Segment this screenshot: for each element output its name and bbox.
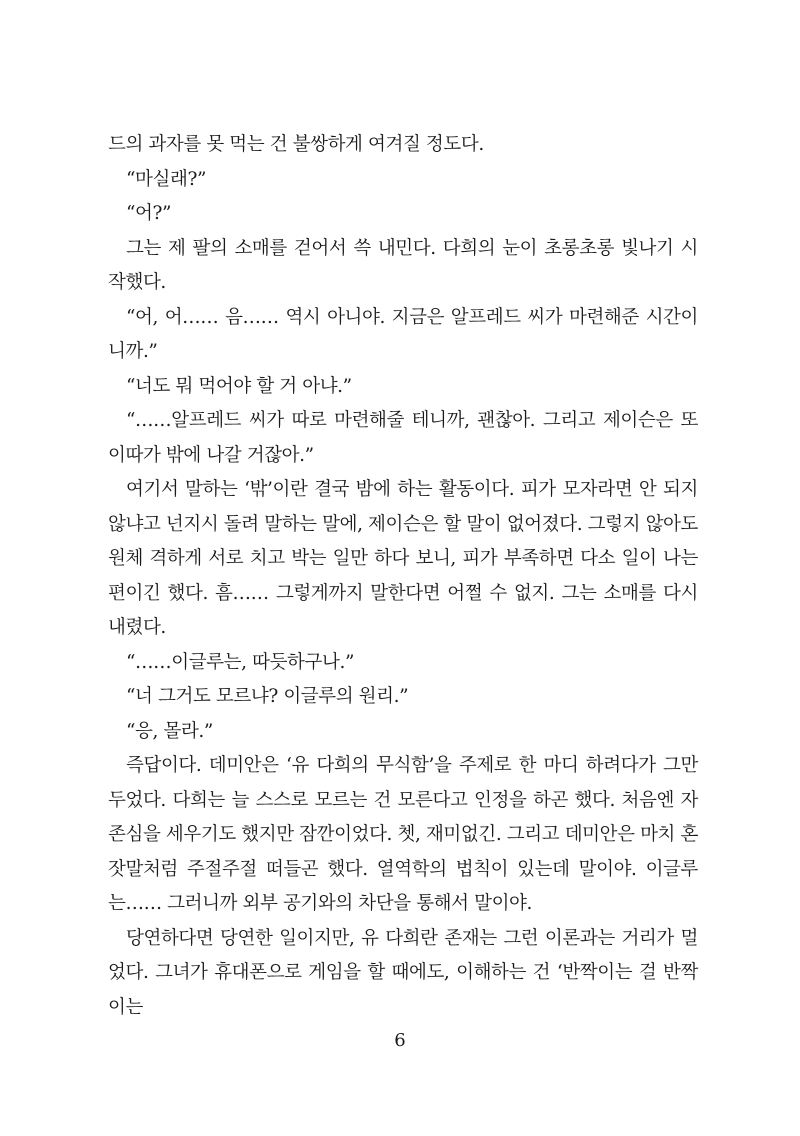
paragraph: “……이글루는, 따듯하구나.” bbox=[126, 651, 354, 673]
paragraph: “너 그거도 모르냐? 이글루의 원리.” bbox=[126, 686, 409, 707]
paragraph: “……알프레드 씨가 따로 마련해줄 테니까, 괜찮아. 그리고 제이슨은 또 이따가 밖에 나갈 거잖아.” bbox=[108, 410, 698, 466]
body-text bbox=[108, 128, 698, 1025]
paragraph: “어?” bbox=[126, 203, 172, 224]
paragraph: 즉답이다. 데미안은 ‘유 다희의 무식함’을 주제로 한 마디 하려다가 그만두었다. 다희는 늘 스스로 모르는 건 모른다고 인정을 하곤 했다. 처음엔 자존심을 세우기도 했지만 잠깐이었다. 쳇, 재미없긴. 그리고 데미안은 마치 혼잣말처럼 주절주절 떠들곤 했다. 열역학의 법칙이 있는데 말이야. 이글루는…… 그러니까 외부 공기와의 차단을 통해서 말이야. bbox=[108, 755, 698, 914]
paragraph: “어, 어…… 음…… 역시 아니야. 지금은 알프레드 씨가 마련해준 시간이니까.” bbox=[108, 306, 698, 362]
paragraph: “응, 몰라.” bbox=[126, 720, 213, 742]
paragraph: “마실래?” bbox=[126, 168, 207, 190]
paragraph: “너도 뭐 먹어야 할 거 아냐.” bbox=[126, 375, 352, 397]
paragraph: 여기서 말하는 ‘밖’이란 결국 밤에 하는 활동이다. 피가 모자라면 안 되지 않냐고 넌지시 돌려 말하는 말에, 제이슨은 할 말이 없어졌다. 그렇지 않아도 원체 격하게 서로 치고 박는 일만 하다 보니, 피가 부족하면 다소 일이 나는 편이긴 했다. 흠…… 그렇게까지 말한다면 어쩔 수 없지. 그는 소매를 다시 내렸다. bbox=[108, 479, 698, 638]
paragraph: 그는 제 팔의 소매를 걷어서 쓱 내민다. 다희의 눈이 초롱초롱 빛나기 시작했다. bbox=[108, 237, 698, 293]
paragraph: 당연하다면 당연한 일이지만, 유 다희란 존재는 그런 이론과는 거리가 멀었다. 그녀가 휴대폰으로 게임을 할 때에도, 이해하는 건 ‘반짝이는 걸 반짝이는 bbox=[108, 927, 698, 1018]
paragraph: 드의 과자를 못 먹는 건 불쌍하게 여겨질 정도다. bbox=[108, 134, 484, 155]
page-number: 6 bbox=[394, 1030, 406, 1051]
